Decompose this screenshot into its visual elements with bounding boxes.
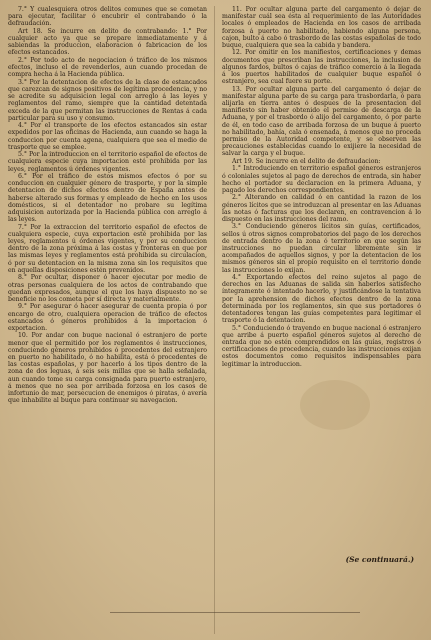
paragraph: 4.° Exportando efectos del reino sujetos al pago de derechos en las Aduanas de salida sin haberlos satisfecho íntegramente ó intentado hacerlo, y justificándose la tentativa por la aprehension de dichos efectos dentro de la zona determinada por los reglamentos, sin que sus portadores ó detentadores tengan las guías competentes para legitimar el trasporte ó la detentacion. [222,274,421,325]
paragraph: 2.° Por todo acto de negociacion ó tráfico de los mismos efectos, incluso el de revenderlos, aun cuando procedan de compra hecha á la Hacienda pública. [8,56,207,79]
article-heading: Art 19. Se incurre en el delito de defraudacion: [232,157,381,165]
left-text-column [8,6,207,634]
paragraph: 11. Por ocultar alguna parte del cargamento ó dejar de manifestar cuál sea ésta al requerimiento de las Autoridades locales ó empleados de Hacienda en los casos de arribada forzosa á puerto no habilitado, habiendo alguna persona, cajon, bulto á cabo ó trasbordo de las costas españolas de todo buque, cualquiera que sea la cabida y bandera. [222,6,421,49]
paragraph: 6.° Por el tráfico de estos mismos efectos ó por su conduccion en cualquier género de trasporte, y por la simple detentacion de dichos efectos dentro de España antes de haberse alterado sus formas y empleado de hecho en los usos domésticos, si el detentador no probare su legítima adquisicion autorizada por la Hacienda pública con arreglo á las leyes. [8,173,207,224]
right-text-column [222,6,421,566]
paragraph: 5.° Por la introduccion en el territorio español de efectos de cualquiera especie cuya importacion esté prohibida por las leyes, reglamentos ú órdenes vigentes. [8,151,207,173]
paragraph: 5.° Conduciendo ó trayendo en buque nacional ó estranjero que arribe á puerto español géneros sujetos al derecho de entrada que no estén comprendidos en las guías, registros ó certificaciones de procedencia, cuando las instrucciones exijan estos documentos como requisitos indispensables para legitimar la introduccion. [222,324,421,368]
paragraph: 3.° Por la detentacion de efectos de la clase de estancados que carezcan de signos positivos de legítima procedencia, y no se acredite su adquisicion legal con arreglo á las leyes y reglamentos del ramo, siempre que la cantidad detentada exceda de la que permitan las instrucciones de Rentas á cada particular para su uso y consumo. [8,78,207,122]
column-divider [214,6,215,634]
paragraph: 13. Por ocultar alguna parte del cargamento ó dejar de manifestar alguna parte de su carga para trasbordarla, ó para alijarla en tierra antes ó despues de la presentacion del manifiesto sin haber obtenido el permiso de descarga de la Aduana, y por el trasbordo ó alijo del cargamento, ó por parte de él, en todo caso de arribada forzosa de un buque á puerto no habilitado, bahía, cala ó ensenada, á menos que no proceda permiso de la Autoridad competente, y se observen las precauciones establecidas cuando lo exijiere la necesidad de salvar la carga y el buque. [222,85,421,158]
paragraph: 2.° Alterando en calidad ó en cantidad la razon de los géneros lícitos que se introduzcan al presentar en las Aduanas las notas ó facturas que los declaren, en contravencion á lo dispuesto en las instrucciones del ramo. [222,194,421,223]
paragraph: 1.° Introduciendo en territorio español géneros estranjeros ó coloniales sujetos al pago de derechos de entrada, sin haber hecho el portador su declaracion en la primera Aduana, y pagado los derechos correspondientes. [222,165,421,194]
paragraph: 3.° Conduciendo géneros lícitos sin guías, certificados, sellos ú otros signos comprobatorios del pago de los derechos de entrada dentro de la zona ó territorio en que según las instrucciones no puedan circular libremente sin ir acompañados de aquellos signos, y por la detentacion de los mismos géneros sin el propio requisito en el territorio donde las instrucciones lo exijan. [222,223,421,274]
bottom-rule [110,612,360,613]
paragraph: 7.° Y cualesquiera otros delitos comunes que se cometan para ejecutar, facilitar ó encubrir el contrabando ó la defraudación. [8,6,207,28]
continuation-note: (Se continuará.) [345,555,414,564]
paragraph: 4.° Por el transporte de los efectos estancados sin estar expedidos por las oficinas de Hacienda, aun cuando se haga la conduccion por cuenta agena, cualquiera que sea el medio de trasporte que se emplee. [8,122,207,151]
paragraph: 9.° Por asegurar ó hacer asegurar de cuenta propia ó por encargo de otro, cualquiera operacion de tráfico de efectos estancados ó géneros prohibidos á la importacion ó exportacion. [8,303,207,332]
paragraph: 10. Por andar con buque nacional ó estranjero de porte menor que el permitido por los reglamentos é instrucciones, conduciendo géneros prohibidos ó procedentes del estranjero en puerto no habilitado, ó no habilita, está ó procedentes de las costas españolas, y por hacerlo á los tipos dentro de la zona de dos leguas, á seis seis millas que se halla señalada, aun cuando tome su carga consignada para puerto estranjero, á menos que no sea por arribada forzosa en los casos de infortunio de mar, persecucion de enemigos ó piratas, ó avería que inhabilite al buque para continuar su navegacion. [8,332,207,405]
paragraph: 8.° Por ocultar, disponer ó hacer ejecutar por medio de otras personas cualquiera de los actos de contrabando que quedan expresados, aunque el que los haya dispuesto no se beneficie no los cometa por sí directa y materialmente. [8,274,207,303]
paragraph: Art 18. Se incurre en delito de contrabando: 1.° Por cualquier acto ya que se prepare inmediatamente y á sabiendas la produccion, elaboracion ó fabricacion de los efectos estancados. [8,27,207,57]
paragraph: 7.° Por la extraccion del territorio español de efectos de cualquiera especie, cuya exportacion esté prohibida por las leyes, reglamentos ú órdenes vigentes, y por su conduccion dentro de la zona próxima á las costas y fronteras en que por las mismas leyes y reglamentos está prohibida su circulacion, ó por su detentacion en la misma zona sin los requisitos que en aquellas disposiciones estén prevenidos. [8,223,207,274]
paragraph: 12. Por omitir en los manifiestos, certificaciones y demas documentos que prescriban las instrucciones, la inclusion de algunos fardos, bultos ó cajas de tráfico comercio á la llegada á los puertos habilitados de cualquier buque español ó estranjero, sea cual fuere su porte. [222,49,421,86]
